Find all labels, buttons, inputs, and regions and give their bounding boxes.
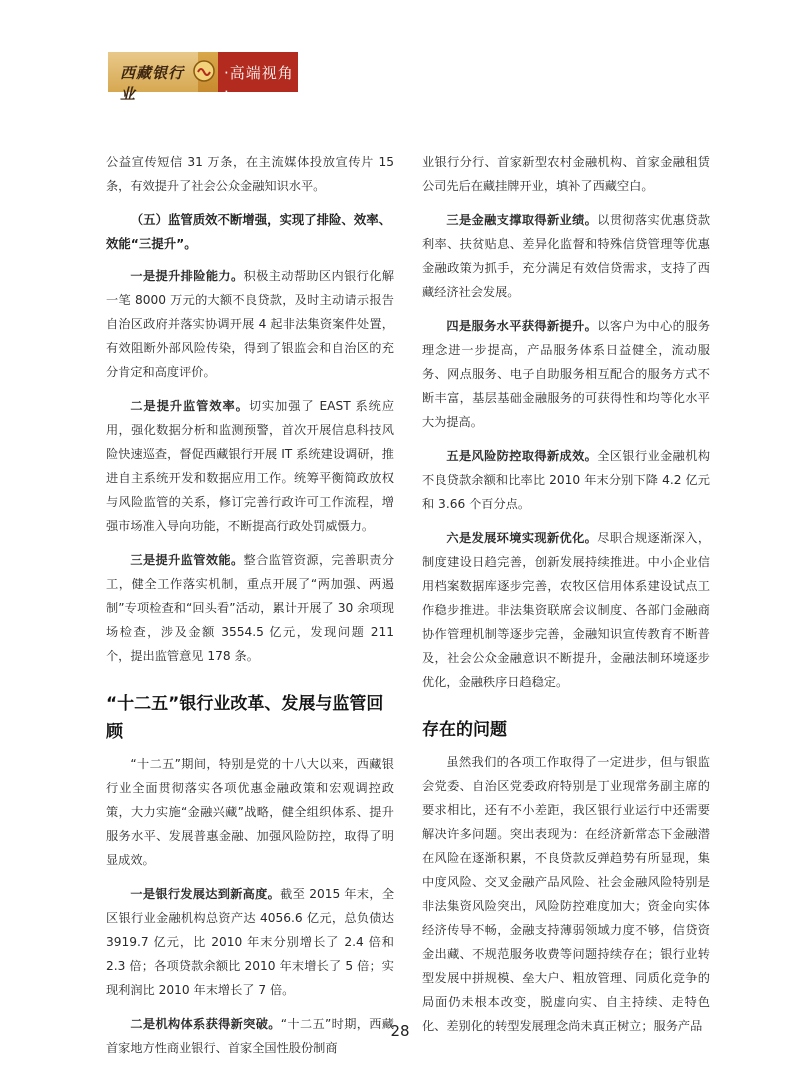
section-label: ·高端视角· xyxy=(224,64,294,101)
paragraph-body: 全区银行业金融机构不良贷款余额和比率比 2010 年末分别下降 4.2 亿元和 3.66 个百分点。 xyxy=(422,449,711,511)
section-heading: 存在的问题 xyxy=(422,720,507,740)
header-banner xyxy=(108,52,298,103)
paragraph-lead: 二是机构体系获得新突破。 xyxy=(130,1017,281,1031)
paragraph: 虽然我们的各项工作取得了一定进步，但与银监会党委、自治区党委政府特别是丁业现常务副主席的要求相比，还有不小差距，我区银行业运行中还需要解决许多问题。突出表现为：在经济新常态下金融潜在风险在逐渐积累，不良贷款反弹趋势有所显现，集中度风险、交叉金融产品风险、社会金融风险特别是非法集资风险突出，风险防控难度加大；资金向实体经济传导不畅，金融支持薄弱领域力度不够，信贷资金出藏、不规范服务收费等问题持续存在；银行业转型发展中拼规模、垒大户、粗放管理、同质化竞争的局面仍未根本改变，脱虚向实、自主持续、走特色化、差别化的转型发展理念尚未真正树立；服务产品 xyxy=(422,755,710,1033)
paragraph-lead: 三是金融支撑取得新业绩。 xyxy=(446,213,598,227)
paragraph-body: 截至 2015 年末，全区银行业金融机构总资产达 4056.6 亿元，总负债达 3919.7 亿元，比 2010 年末分别增长了 2.4 倍和 2.3 倍；各项贷款余额比 2010 年末增长了 5 倍；实现利润比 2010 年末增长了 7 倍。 xyxy=(106,887,395,997)
paragraph xyxy=(106,394,394,538)
paragraph xyxy=(422,444,710,516)
paragraph-body: 整合监管资源，完善职责分工，健全工作落实机制，重点开展了“两加强、两遏制”专项检查和“回头看”活动，累计开展了 30 余项现场检查，涉及金额 3554.5 亿元，发现问题 211 个，提出监管意见 178 条。 xyxy=(106,553,395,663)
paragraph: “十二五”期间，特别是党的十八大以来，西藏银行业全面贯彻落实各项优惠金融政策和宏观调控政策，大力实施“金融兴藏”战略，健全组织体系、提升服务水平、发展普惠金融、加强风险防控，取得了明显成效。 xyxy=(106,757,394,867)
page-number: 28 xyxy=(390,1022,410,1040)
paragraph-lead: 五是风险防控取得新成效。 xyxy=(446,449,598,463)
brand-logo-text: 西藏银行业 xyxy=(120,64,185,103)
paragraph xyxy=(106,548,394,668)
paragraph-lead: 三是提升监管效能。 xyxy=(130,553,244,567)
paragraph-lead: 一是银行发展达到新高度。 xyxy=(130,887,281,901)
paragraph xyxy=(422,526,710,694)
paragraph xyxy=(422,314,710,434)
paragraph xyxy=(106,264,394,384)
paragraph-body: “十二五”时期，西藏首家地方性商业银行、首家全国性股份制商 xyxy=(106,1017,394,1055)
paragraph xyxy=(422,208,710,304)
auspicious-cloud-icon xyxy=(192,58,216,84)
paragraph-lead: 四是服务水平获得新提升。 xyxy=(446,319,598,333)
header-section-block xyxy=(218,52,298,101)
paragraph xyxy=(106,882,394,1002)
paragraph: 公益宣传短信 31 万条，在主流媒体投放宣传片 15 条，有效提升了社会公众金融知识水平。 xyxy=(106,155,394,193)
paragraph-body: 尽职合规逐渐深入，制度建设日趋完善，创新发展持续推进。中小企业信用档案数据库逐步完善，农牧区信用体系建设试点工作稳步推进。非法集资联席会议制度、各部门金融商协作管理机制等逐步完善，金融知识宣传教育不断普及，社会公众金融意识不断提升，金融法制环境逐步优化，金融秩序日趋稳定。 xyxy=(422,531,711,689)
subsection-heading: （五）监管质效不断增强，实现了排险、效率、效能“三提升”。 xyxy=(106,212,391,251)
section-heading: “十二五”银行业改革、发展与监管回顾 xyxy=(106,694,384,742)
paragraph-body: 积极主动帮助区内银行化解一笔 8000 万元的大额不良贷款，及时主动请示报告自治区政府并落实协调开展 4 起非法集资案件处置，有效阻断外部风险传染，得到了银监会和自治区的充分肯定和高度评价。 xyxy=(106,269,395,379)
paragraph-lead: 二是提升监管效率。 xyxy=(130,399,249,413)
paragraph-lead: 六是发展环境实现新优化。 xyxy=(446,531,598,545)
right-column xyxy=(422,150,710,1048)
header-brand-block xyxy=(108,52,198,103)
paragraph-body: 以贯彻落实优惠贷款利率、扶贫贴息、差异化监督和特殊信贷管理等优惠金融政策为抓手，充分满足有效信贷需求，支持了西藏经济社会发展。 xyxy=(422,213,711,299)
paragraph-body: 以客户为中心的服务理念进一步提高，产品服务体系日益健全，流动服务、网点服务、电子自助服务相互配合的服务方式不断丰富，基层基础金融服务的可获得性和均等化水平大为提高。 xyxy=(422,319,711,429)
paragraph: 业银行分行、首家新型农村金融机构、首家金融租赁公司先后在藏挂牌开业，填补了西藏空白。 xyxy=(422,155,710,193)
paragraph-body: 切实加强了 EAST 系统应用，强化数据分析和监测预警，首次开展信息科技风险快速巡查，督促西藏银行开展 IT 系统建设调研，推进自主系统开发和数据应用工作。统筹平衡简政放权与风险监管的关系，修订完善行政许可工作流程，增强市场准入导向功能，不断提高行政处罚威慑力。 xyxy=(106,399,395,533)
paragraph-lead: 一是提升排险能力。 xyxy=(130,269,244,283)
left-column xyxy=(106,150,394,1070)
